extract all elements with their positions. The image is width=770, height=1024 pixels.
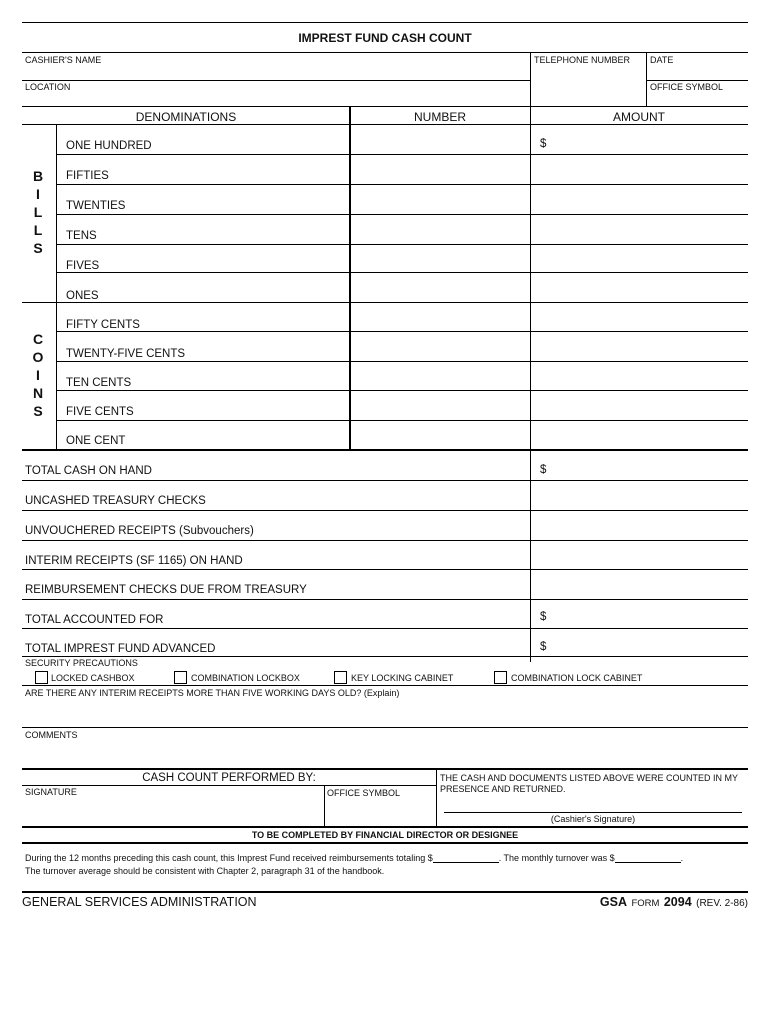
monthly-turnover-field[interactable] xyxy=(615,851,681,863)
amount-header: AMOUNT xyxy=(613,110,665,124)
location-field[interactable] xyxy=(22,92,528,106)
number-header: NUMBER xyxy=(413,110,466,124)
cashier-signature-label: (Cashier's Signature) xyxy=(550,814,636,824)
security-precautions-label: SECURITY PRECAUTIONS xyxy=(25,658,138,668)
statement-line-1: THE CASH AND DOCUMENTS LISTED ABOVE WERE COUNTED IN MY xyxy=(440,773,739,783)
uncashed-treasury-checks: UNCASHED TREASURY CHECKS xyxy=(25,495,206,507)
dollar-sign: $ xyxy=(540,464,547,476)
agency-name: GENERAL SERVICES ADMINISTRATION xyxy=(22,895,257,909)
coin-row-one-cent: ONE CENT xyxy=(66,435,126,447)
total-accounted-for: TOTAL ACCOUNTED FOR xyxy=(25,614,164,626)
coin-row-twenty-five-cents: TWENTY-FIVE CENTS xyxy=(66,348,186,360)
total-imprest-fund-advanced: TOTAL IMPREST FUND ADVANCED xyxy=(25,643,216,655)
combination-lock-cabinet-checkbox[interactable] xyxy=(494,671,507,684)
cashiers-name-field[interactable] xyxy=(22,64,528,80)
telephone-field[interactable] xyxy=(531,64,645,80)
turnover-note: The turnover average should be consistent with Chapter 2, paragraph 31 of the handbook. xyxy=(25,866,385,876)
interim-explain-field[interactable] xyxy=(22,699,748,726)
key-locking-cabinet-label: KEY LOCKING CABINET xyxy=(351,673,454,683)
office-symbol-field[interactable] xyxy=(647,92,747,106)
telephone-label: TELEPHONE NUMBER xyxy=(534,55,631,65)
bill-row-one-hundred: ONE HUNDRED xyxy=(66,140,152,152)
count-office-symbol-field[interactable] xyxy=(326,799,434,825)
coin-row-ten-cents: TEN CENTS xyxy=(66,377,132,389)
cashier-signature-field[interactable] xyxy=(444,797,742,811)
coins-side-label: C O I N S xyxy=(32,331,44,419)
signature-field[interactable] xyxy=(22,798,322,825)
office-symbol-label: OFFICE SYMBOL xyxy=(650,82,724,92)
reimbursement-statement: During the 12 months preceding this cash count, this Imprest Fund received reimbursements totaling $ . The monthly turnover was $ . xyxy=(25,853,684,863)
locked-cashbox-checkbox[interactable] xyxy=(35,671,48,684)
combination-lockbox-checkbox[interactable] xyxy=(174,671,187,684)
date-label: DATE xyxy=(650,55,674,65)
reimbursements-total-field[interactable] xyxy=(433,851,499,863)
location-label: LOCATION xyxy=(25,82,71,92)
dollar-sign: $ xyxy=(540,138,547,150)
denominations-header: DENOMINATIONS xyxy=(135,110,237,124)
signature-label: SIGNATURE xyxy=(25,787,77,797)
comments-field[interactable] xyxy=(22,741,748,767)
dollar-sign: $ xyxy=(540,641,547,653)
bill-row-twenties: TWENTIES xyxy=(66,200,126,212)
combination-lockbox-label: COMBINATION LOCKBOX xyxy=(191,673,300,683)
locked-cashbox-label: LOCKED CASHBOX xyxy=(51,673,135,683)
bill-row-fifties: FIFTIES xyxy=(66,170,109,182)
combination-lock-cabinet-label: COMBINATION LOCK CABINET xyxy=(511,673,643,683)
date-field[interactable] xyxy=(647,64,747,80)
interim-receipts-question: ARE THERE ANY INTERIM RECEIPTS MORE THAN FIVE WORKING DAYS OLD? (Explain) xyxy=(25,688,400,698)
financial-director-heading: TO BE COMPLETED BY FINANCIAL DIRECTOR OR DESIGNEE xyxy=(251,830,519,840)
key-locking-cabinet-checkbox[interactable] xyxy=(334,671,347,684)
form-number: GSA FORM 2094 (REV. 2-86) xyxy=(599,895,748,909)
unvouchered-receipts: UNVOUCHERED RECEIPTS (Subvouchers) xyxy=(25,525,254,537)
coin-row-five-cents: FIVE CENTS xyxy=(66,406,134,418)
bill-row-tens: TENS xyxy=(66,230,97,242)
bill-row-fives: FIVES xyxy=(66,260,100,272)
cash-count-performed-by: CASH COUNT PERFORMED BY: xyxy=(142,772,316,784)
total-cash-on-hand: TOTAL CASH ON HAND xyxy=(25,465,152,477)
bills-side-label: B I L L S xyxy=(32,168,44,256)
interim-receipts: INTERIM RECEIPTS (SF 1165) ON HAND xyxy=(25,555,243,567)
cashiers-name-label: CASHIER'S NAME xyxy=(25,55,102,65)
comments-label: COMMENTS xyxy=(25,730,78,740)
reimbursement-checks: REIMBURSEMENT CHECKS DUE FROM TREASURY xyxy=(25,584,307,596)
coin-row-fifty-cents: FIFTY CENTS xyxy=(66,319,140,331)
statement-line-2: PRESENCE AND RETURNED. xyxy=(440,784,566,794)
dollar-sign: $ xyxy=(540,611,547,623)
bill-row-ones: ONES xyxy=(66,290,99,302)
count-office-symbol-label: OFFICE SYMBOL xyxy=(327,788,401,798)
form-title: IMPREST FUND CASH COUNT xyxy=(298,31,472,45)
